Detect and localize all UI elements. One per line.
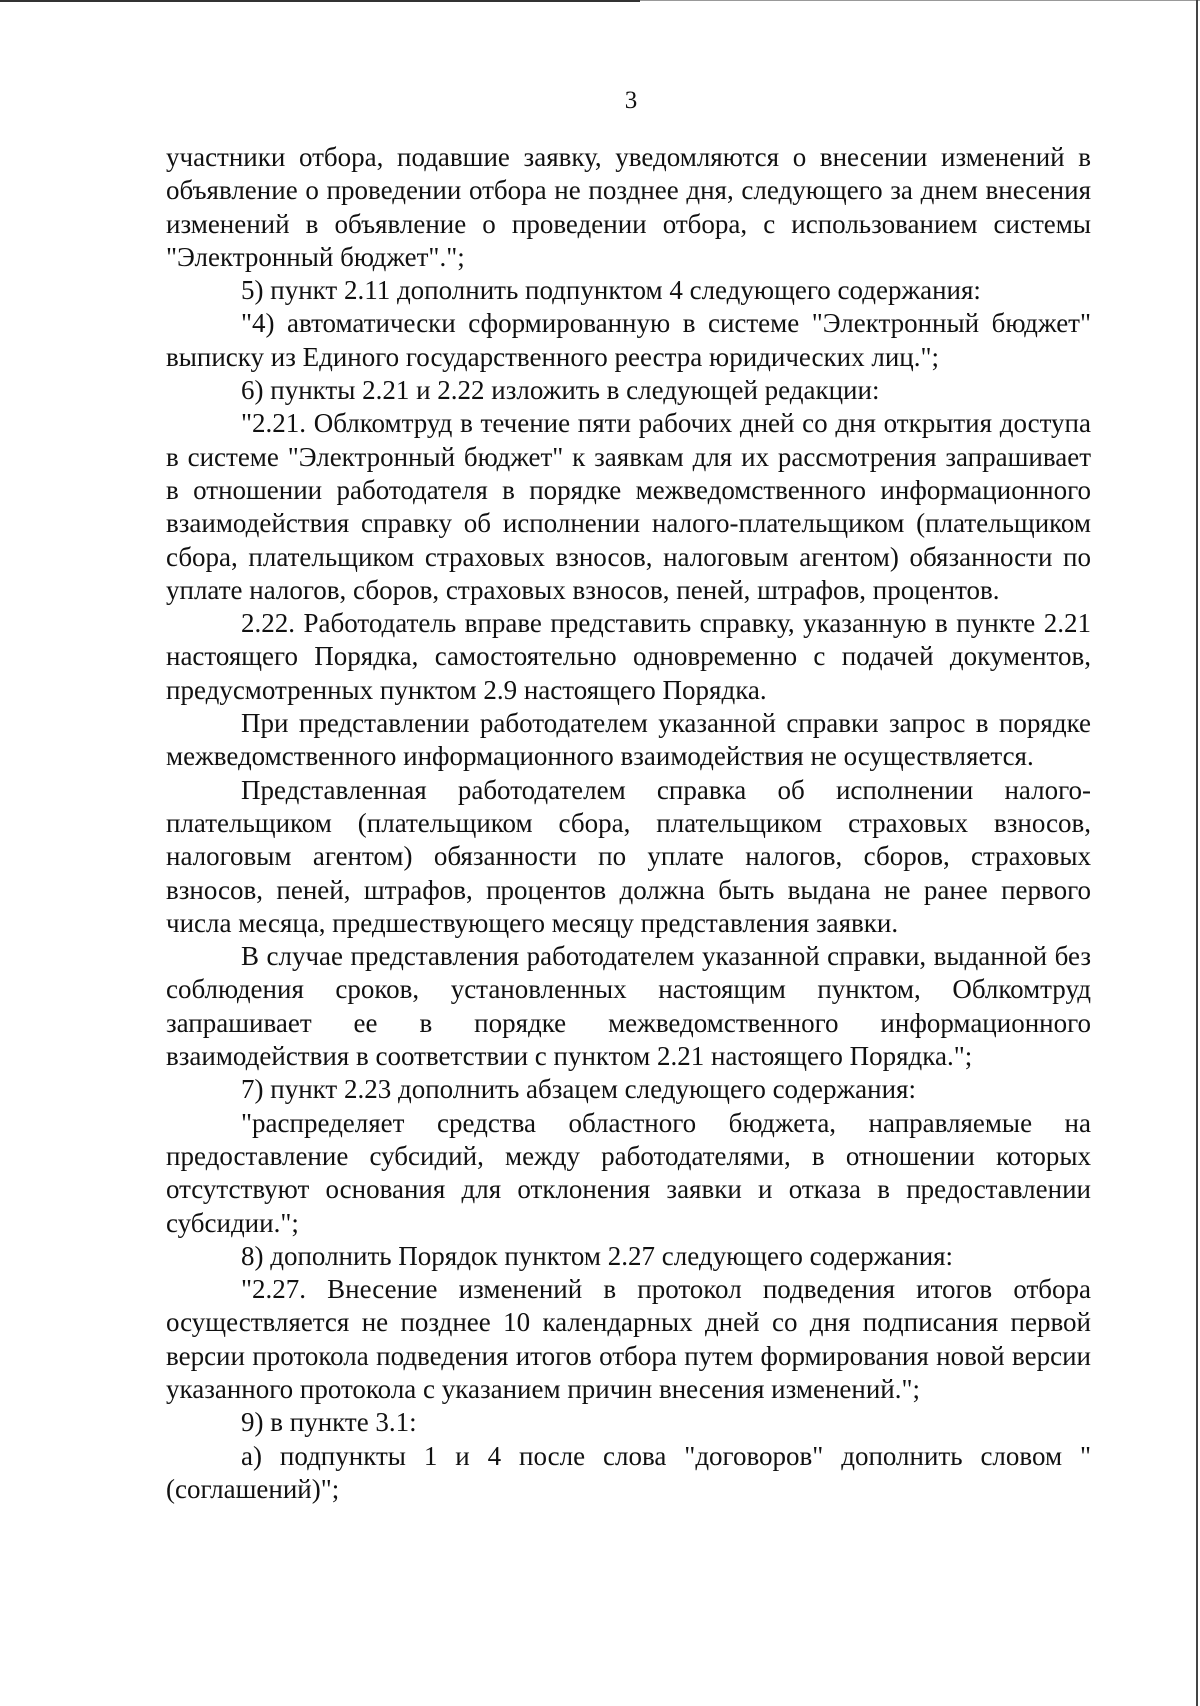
- scan-right-edge: [1196, 0, 1198, 1706]
- paragraph-clause-2-21: "2.21. Облкомтруд в течение пяти рабочих дней со дня открытия доступа в системе "Электронный бюджет" к заявкам для их рассмотрения запрашивает в отношении работодателя в порядке межведомственного информационного взаимодействия справку об исполнении налого-плательщиком (плательщиком сбора, плательщиком страховых взносов, налоговым агентом) обязанности по уплате налогов, сборов, страховых взносов, пеней, штрафов, процентов.: [166, 408, 1091, 605]
- paragraph-clause-2-23-text: "распределяет средства областного бюджета, направляемые на предоставление субсидий, между работодателями, в отношении которых отсутствуют основания для отклонения заявки и отказа в предоставлении субсидии.";: [166, 1107, 1091, 1238]
- paragraph-item-5: 5) пункт 2.11 дополнить подпунктом 4 следующего содержания:: [241, 275, 981, 306]
- paragraph-item-8: 8) дополнить Порядок пунктом 2.27 следующего содержания:: [241, 1240, 954, 1271]
- paragraph-subitem-4: "4) автоматически сформированную в системе "Электронный бюджет" выписку из Единого государственного реестра юридических лиц.";: [166, 308, 1091, 372]
- paragraph-clause-2-22: 2.22. Работодатель вправе представить справку, указанную в пункте 2.21 настоящего Порядка, самостоятельно одновременно с подачей документов, предусмотренных пунктом 2.9 настоящего Порядка.: [166, 608, 1091, 705]
- paragraph-clause-2-27: "2.27. Внесение изменений в протокол подведения итогов отбора осуществляется не позднее 10 календарных дней со дня подписания первой версии протокола подведения итогов отбора путем формирования новой версии указанного протокола с указанием причин внесения изменений.";: [166, 1274, 1091, 1404]
- paragraph-clause-2-22-certificate: Представленная работодателем справка об исполнении налого-плательщиком (плательщиком сбора, плательщиком страховых взносов, налоговым агентом) обязанности по уплате налогов, сборов, страховых взносов, пеней, штрафов, процентов должна быть выдана не ранее первого числа месяца, предшествующего месяцу представления заявки.: [166, 774, 1091, 938]
- document-body: [166, 141, 1091, 1506]
- scan-top-edge-faint: [640, 0, 1200, 1]
- paragraph-clause-2-22-deadline: В случае представления работодателем указанной справки, выданной без соблюдения сроков, установленных настоящим пунктом, Облкомтруд запрашивает ее в порядке межведомственного информационного взаимодействия в соответствии с пунктом 2.21 настоящего Порядка.";: [166, 941, 1091, 1072]
- paragraph-clause-2-22-request: При представлении работодателем указанной справки запрос в порядке межведомственного информационного взаимодействия не осуществляется.: [166, 708, 1091, 772]
- paragraph-item-6: 6) пункты 2.21 и 2.22 изложить в следующей редакции:: [241, 375, 880, 406]
- paragraph-continuation: участники отбора, подавшие заявку, уведомляются о внесении изменений в объявление о проведении отбора не позднее дня, следующего за днем внесения изменений в объявление о проведении отбора, с использованием системы "Электронный бюджет".";: [166, 142, 1091, 272]
- scan-top-edge: [0, 0, 640, 2]
- paragraph-item-7: 7) пункт 2.23 дополнить абзацем следующего содержания:: [241, 1074, 916, 1105]
- paragraph-item-9: 9) в пункте 3.1:: [241, 1407, 417, 1438]
- page-number: 3: [624, 87, 638, 114]
- paragraph-subitem-a: а) подпункты 1 и 4 после слова "договоров" дополнить словом "(соглашений)";: [166, 1440, 1091, 1504]
